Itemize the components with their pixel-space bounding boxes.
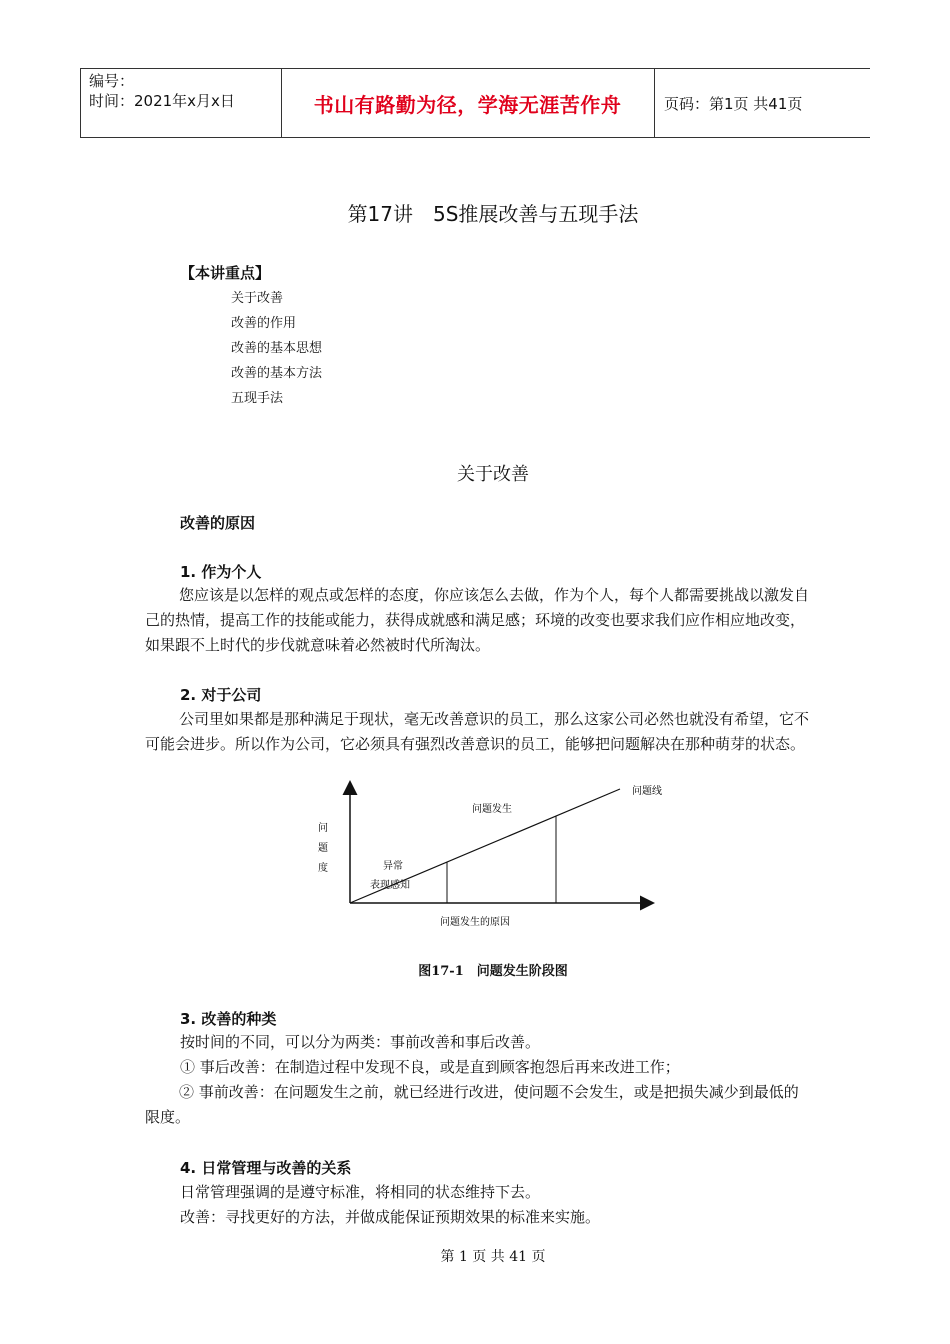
y-axis-label-char: 题 — [318, 843, 328, 854]
lecture-title: 第17讲 5S推展改善与五现手法 — [347, 202, 639, 226]
document-number-label: 编号： — [89, 72, 135, 90]
paragraph: 您应该是以怎样的观点或怎样的态度，你应该怎么去做，作为个人，每个人都需要挑战以激发自己的热情，提高工作的技能或能力，获得成就感和满足感；环境的改变也要求我们应作相应地改变，如果跟不上时代的步伐就意味着必然被时代所淘汰。 — [145, 586, 810, 654]
point-heading: 4. 日常管理与改善的关系 — [180, 1159, 352, 1177]
focus-list — [231, 286, 322, 411]
y-axis-label-char: 问 — [318, 823, 328, 834]
header-page-info: 页码：第1页 共41页 — [664, 95, 803, 113]
problem-stage-diagram — [300, 775, 680, 935]
paragraph: 公司里如果都是那种满足于现状，毫无改善意识的员工，那么这家公司必然也就没有希望，它不可能会进步。所以作为公司，它必须具有强烈改善意识的员工，能够把问题解决在那种萌芽的状态。 — [145, 710, 810, 753]
section-title: 关于改善 — [457, 464, 529, 485]
focus-item: 关于改善 — [231, 291, 284, 306]
figure-caption: 图17-1 问题发生阶段图 — [418, 964, 568, 979]
x-axis-label: 问题发生的原因 — [440, 917, 510, 928]
document-header — [80, 68, 870, 138]
subsection-title: 改善的原因 — [180, 514, 256, 532]
problem-line-label: 问题线 — [632, 786, 662, 797]
point-heading: 2. 对于公司 — [180, 686, 262, 704]
document-time-label: 时间：2021年x月x日 — [89, 92, 235, 110]
point-heading: 3. 改善的种类 — [180, 1010, 277, 1028]
text-line: 改善：寻找更好的方法，并做成能保证预期效果的标准来实施。 — [180, 1208, 601, 1226]
header-divider — [80, 69, 81, 137]
point-heading: 1. 作为个人 — [180, 563, 262, 581]
text-line: ① 事后改善：在制造过程中发现不良，或是直到顾客抱怨后再来改进工作； — [180, 1058, 680, 1076]
y-axis-label — [318, 821, 328, 874]
focus-item: 改善的基本方法 — [231, 366, 323, 381]
header-divider — [654, 69, 655, 137]
focus-item: 改善的作用 — [231, 316, 297, 331]
abnormal-label: 异常 — [383, 861, 403, 872]
text-line: 日常管理强调的是遵守标准，将相同的状态维持下去。 — [180, 1183, 541, 1201]
text-line: 按时间的不同，可以分为两类：事前改善和事后改善。 — [180, 1033, 541, 1051]
problem-occurs-label: 问题发生 — [472, 804, 512, 815]
paragraph: ② 事前改善：在问题发生之前，就已经进行改进，使问题不会发生，或是把损失减少到最低的限度。 — [145, 1083, 799, 1126]
header-meta — [89, 71, 235, 111]
focus-item: 改善的基本思想 — [231, 341, 323, 356]
perception-label: 表现感知 — [370, 880, 410, 891]
focus-heading: 【本讲重点】 — [180, 264, 271, 282]
y-axis-label-char: 度 — [318, 863, 328, 874]
header-motto: 书山有路勤为径，学海无涯苦作舟 — [313, 93, 622, 117]
page-footer: 第 1 页 共 41 页 — [440, 1249, 546, 1265]
focus-item: 五现手法 — [231, 391, 284, 406]
